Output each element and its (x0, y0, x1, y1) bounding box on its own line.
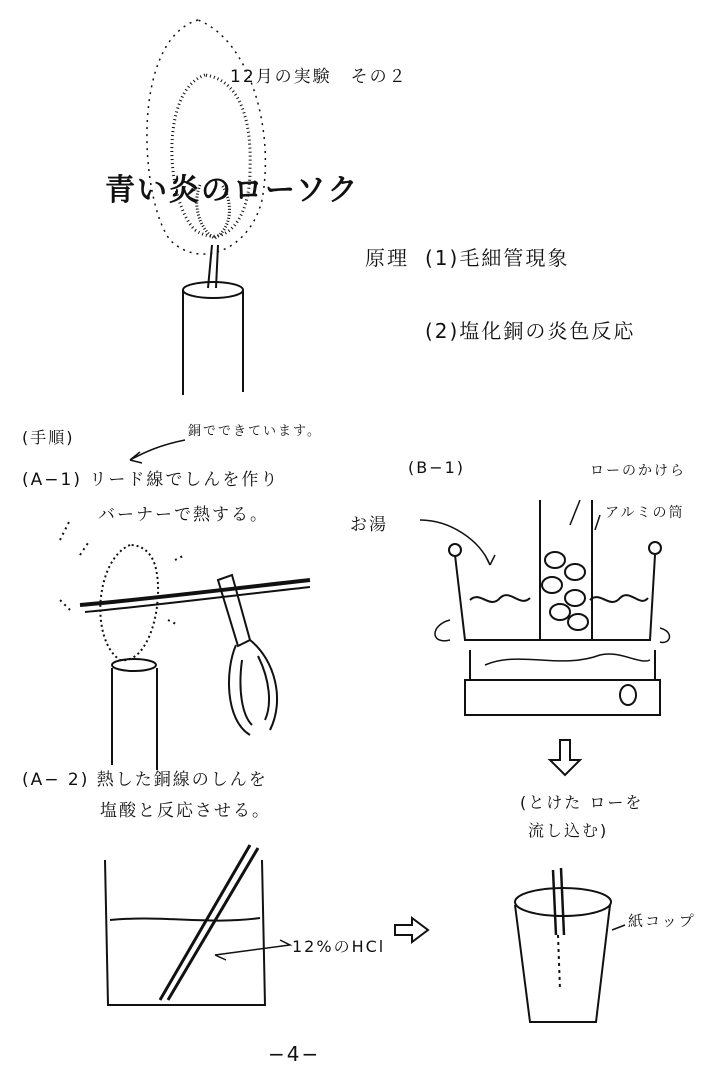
hot-plate-icon (420, 500, 669, 715)
hot-water-label: お湯 (350, 515, 388, 535)
step-b1-label: (B−1) (408, 458, 466, 477)
page-number: −4− (268, 1042, 321, 1066)
principle-item-2: (2)塩化銅の炎色反応 (425, 319, 636, 343)
wax-label: ローのかけら (590, 463, 686, 479)
pour-line2: 流し込む) (528, 821, 609, 840)
arrow-right-icon (395, 918, 428, 942)
hcl-label: 12%のHCl (292, 937, 386, 956)
step-a2-line2: 塩酸と反応させる。 (100, 801, 271, 821)
page-subtitle: 12月の実験 その２ (230, 67, 408, 87)
step-a1-line1: (A−1) リード線でしんを作り (22, 470, 280, 490)
cup-label: 紙コップ (628, 912, 696, 930)
step-a2-line1: (A− 2) 熱した銅線のしんを (22, 770, 268, 790)
beaker-icon (105, 845, 290, 1005)
pour-line1: (とけた ローを (520, 793, 644, 812)
principle-label: 原理 (365, 246, 409, 270)
principle-item-1: (1)毛細管現象 (425, 246, 570, 270)
arrow-down-icon (550, 740, 580, 775)
paper-cup-icon (515, 868, 625, 1022)
procedure-heading: (手順) (22, 428, 75, 447)
step-a1-line2: バーナーで熱する。 (98, 505, 269, 525)
burner-icon (60, 520, 310, 770)
can-label: アルミの筒 (605, 505, 685, 521)
note-arrow (130, 440, 185, 463)
pliers-icon (218, 575, 277, 735)
copper-note: 銅でできています。 (188, 424, 322, 439)
page-title: 青い炎のローソク (105, 173, 360, 208)
